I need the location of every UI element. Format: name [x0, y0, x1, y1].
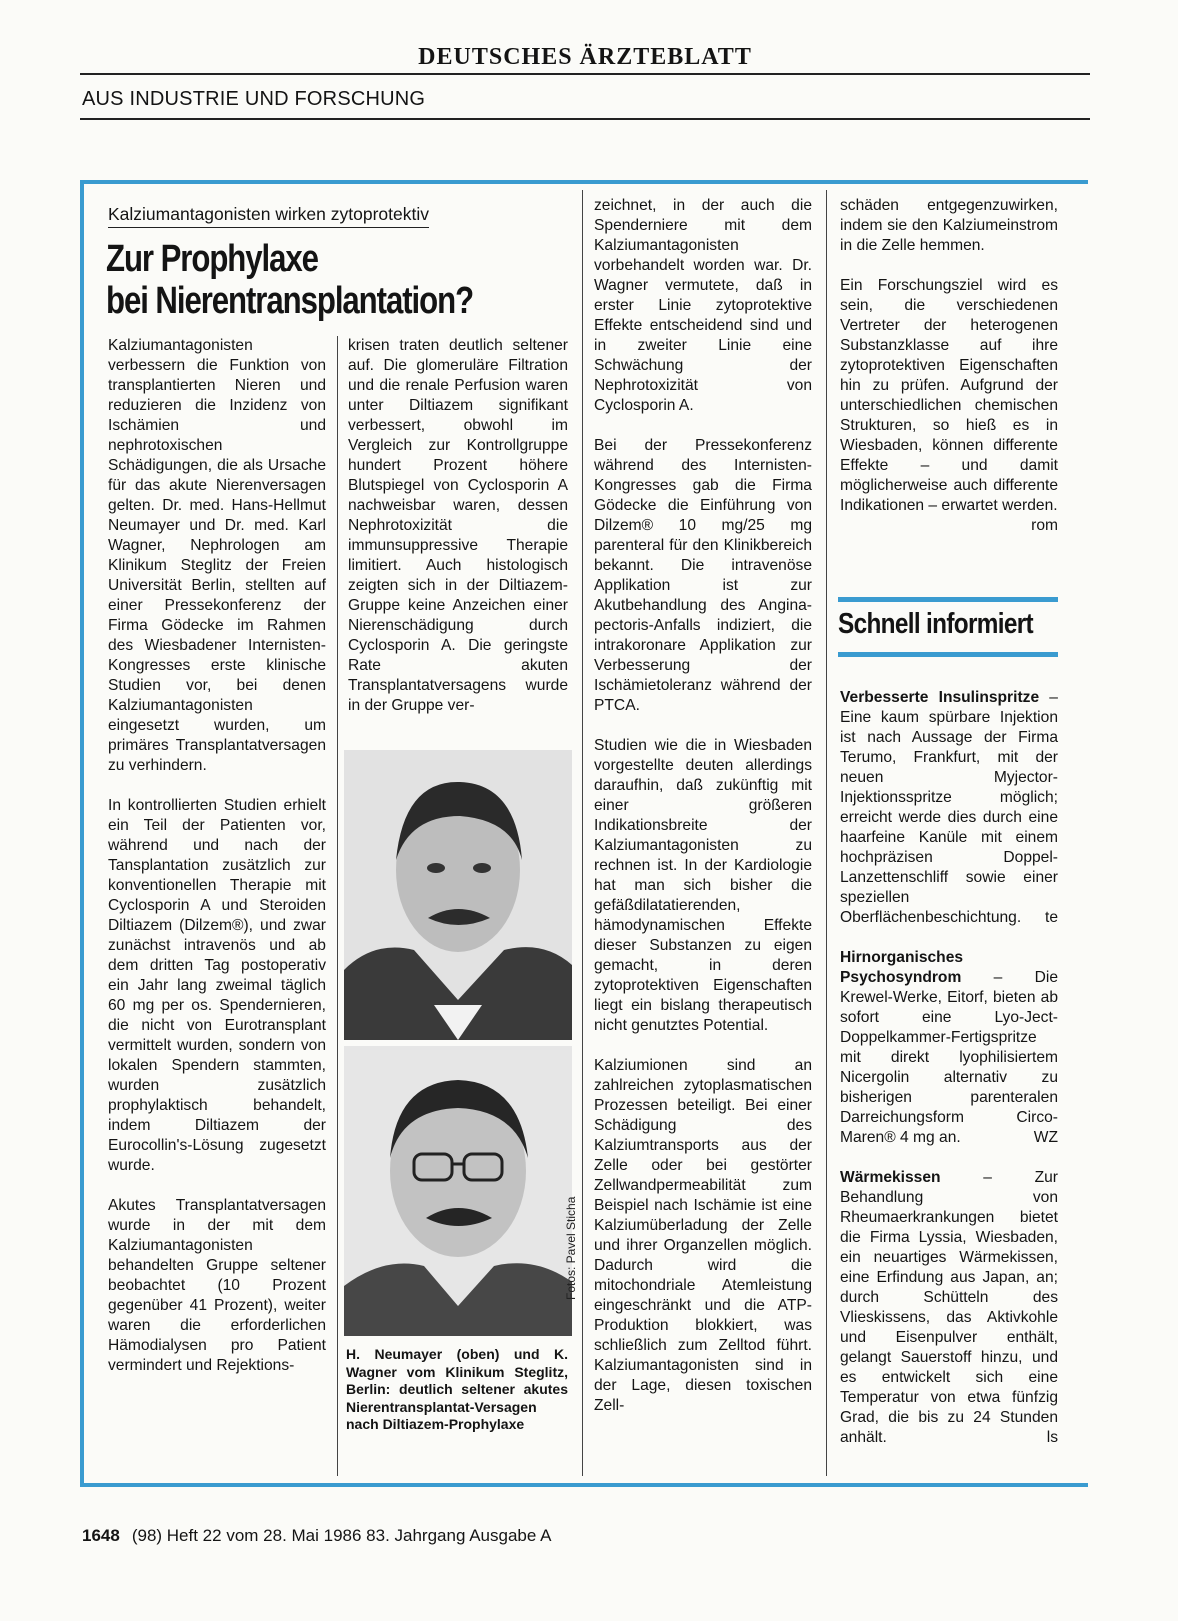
sidebar-title: Schnell informiert — [838, 608, 1034, 640]
author-initials: ls — [1046, 1429, 1058, 1446]
paragraph-text: Ein Forschungsziel wird es sein, die verschiedenen Vertreter der heterogenen Substanzklasse auf ihre zytoprotektiven Eigenschaften hin zu prüfen. Aufgrund der unterschiedlichen chemischen Strukturen, so hieß es in Wiesbaden, können differente Effekte – und damit möglicherweise auch differente Indikationen – erwartet werden. — [840, 277, 1058, 514]
news-item-heading: Verbesserte Insulinspritze — [840, 689, 1040, 706]
article-column-1 — [108, 336, 326, 1376]
paragraph: Akutes Transplantatversagen wurde in der mit dem Kalziumantagonisten behandelten Gruppe seltener beobachtet (10 Prozent gegenüber 41 Prozent), weiter waren die erforderlichen Hämodialysen pro Patient vermindert und Rejektions- — [108, 1197, 326, 1374]
headline-line-1: Zur Prophylaxe — [106, 238, 318, 280]
section-rule — [80, 118, 1090, 120]
news-item-heading: Hirnorganisches Psychosyndrom — [840, 949, 964, 986]
news-item-body: – Die Krewel-Werke, Eitorf, bieten ab sofort eine Lyo-Ject-Doppelkammer-Fertigspritze mit direkt lyophilisiertem Nicergolin alternativ zu bisherigen parenteralen Darreichungsform Circo-Maren® 4 mg an. — [840, 969, 1058, 1146]
masthead: DEUTSCHES ÄRZTEBLATT — [418, 44, 752, 70]
paragraph: zeichnet, in der auch die Spenderniere mit dem Kalziumantagonisten vorbehandelt worden war. Dr. Wagner vermutete, daß in erster Linie zytoprotektive Effekte entscheidend sind und in zweiter Linie eine Schwächung der Nephrotoxizität von Cyclosporin A. — [594, 197, 812, 414]
author-initials: rom — [1031, 517, 1058, 534]
column-divider — [582, 190, 583, 1476]
article-column-3 — [594, 196, 812, 1416]
portrait-photo-neumayer — [344, 750, 572, 1040]
article-column-4 — [840, 196, 1058, 536]
paragraph: In kontrollierten Studien erhielt ein Teil der Patienten vor, während und nach der Tansplantation zusätzlich zur konventionellen Therapie mit Cyclosporin A und Steroiden Diltiazem (Dilzem®), und zwar zunächst intravenös und ab dem dritten Tag postoperativ ein Jahr lang zweimal täglich 60 mg per os. Spendernieren, die nicht von Eurotransplant vermittelt wurden, sondern von lokalen Spendern stammten, wurden zusätzlich prophylaktisch behandelt, indem Diltiazem der Eurocollin's-Lösung zugesetzt wurde. — [108, 797, 326, 1174]
section-label: AUS INDUSTRIE UND FORSCHUNG — [82, 88, 426, 110]
photo-caption: H. Neumayer (oben) und K. Wagner vom Klinikum Steglitz, Berlin: deutlich seltener akutes Nierentransplantat-Versagen nach Diltiazem-Prophylaxe — [346, 1346, 568, 1432]
issue-info: (98) Heft 22 vom 28. Mai 1986 83. Jahrgang Ausgabe A — [131, 1526, 552, 1545]
sidebar-rule-top — [838, 597, 1058, 602]
article-column-2 — [348, 336, 568, 716]
news-item-body: – Eine kaum spürbare Injektion ist nach Aussage der Firma Terumo, Frankfurt, mit der neuen Myjector-Injektionsspritze möglich; erreicht werde dies durch eine haarfeine Kanüle mit einem hochpräzisen Doppel-Lanzettenschliff sowie einer speziellen Oberflächenbeschichtung. — [840, 689, 1058, 926]
masthead-rule — [80, 73, 1090, 75]
news-item — [840, 688, 1058, 928]
article-headline — [106, 238, 500, 322]
news-item — [840, 948, 1058, 1148]
paragraph: Kalziumionen sind an zahlreichen zytoplasmatischen Prozessen beteiligt. Bei einer Schädigung des Kalziumtransports aus der Zelle oder bei gestörter Zellwandpermeabilität zum Beispiel nach Ischämie ist eine Kalziumüberladung der Zelle und ihrer Organzellen möglich. Dadurch wird die mitochondriale Atemleistung eingeschränkt und die ATP-Produktion blokkiert, was schließlich zum Zelltod führt. Kalziumantagonisten sind in der Lage, diesen toxischen Zell- — [594, 1057, 812, 1414]
author-initials: te — [1044, 909, 1058, 926]
paragraph: Kalziumantagonisten verbessern die Funktion von transplantierten Nieren und reduzieren die Inzidenz von Ischämien und nephrotoxischen Schädigungen, die als Ursache für das akute Nierenversagen gelten. Dr. med. Hans-Hellmut Neumayer und Dr. med. Karl Wagner, Nephrologen am Klinikum Steglitz der Freien Universität Berlin, stellten auf einer Pressekonferenz der Firma Gödecke im Rahmen des Wiesbadener Internisten-Kongresses erste klinische Studien vor, bei denen Kalziumantagonisten eingesetzt wurden, um primäres Transplantatversagen zu verhindern. — [108, 337, 326, 774]
paragraph: Studien wie die in Wiesbaden vorgestellte deuten allerdings daraufhin, daß zukünftig mit einer größeren Indikationsbreite der Kalziumantagonisten zu rechnen ist. In der Kardiologie hat man sich bisher die gefäßdilatatierenden, hämodynamischen Effekte dieser Substanzen zu eigen gemacht, in deren zytoprotektiven Eigenschaften liegt ein bislang therapeutisch nicht genutztes Potential. — [594, 737, 812, 1034]
page-number: 1648 — [82, 1526, 120, 1545]
headline-line-2: bei Nierentransplantation? — [106, 280, 474, 322]
column-divider — [826, 190, 827, 1476]
paragraph: Bei der Pressekonferenz während des Internisten-Kongresses gab die Firma Gödecke die Einführung von Dilzem® 10 mg/25 mg parenteral für den Klinikbereich bekannt. Die intravenöse Applikation ist zur Akutbehandlung des Angina-pectoris-Anfalls indiziert, die intrakoronare Applikation zur Verbesserung der Ischämietoleranz während der PTCA. — [594, 437, 812, 714]
sidebar-news-column — [840, 688, 1058, 1448]
column-divider — [337, 336, 338, 1476]
photo-credit: Fotos: Pavel Sticha — [564, 1196, 578, 1300]
article-kicker: Kalziumantagonisten wirken zytoprotektiv — [108, 204, 429, 228]
page-footer — [82, 1526, 551, 1546]
paragraph: krisen traten deutlich seltener auf. Die glomeruläre Filtration und die renale Perfusion waren unter Diltiazem signifikant verbessert, obwohl im Vergleich zur Kontrollgruppe hundert Prozent höhere Blutspiegel von Cyclosporin A nachweisbar waren, dessen Nephrotoxizität die immunsuppressive Therapie limitiert. Auch histologisch zeigten sich in der Diltiazem-Gruppe keine Anzeichen einer Nierenschädigung durch Cyclosporin A. Die geringste Rate akuten Transplantatversagens wurde in der Gruppe ver- — [348, 337, 568, 714]
news-item-heading: Wärmekissen — [840, 1169, 941, 1186]
paragraph: schäden entgegenzuwirken, indem sie den Kalziumeinstrom in die Zelle hemmen. — [840, 197, 1058, 254]
portrait-photo-wagner — [344, 1046, 572, 1336]
paragraph — [840, 276, 1058, 534]
author-initials: WZ — [1033, 1129, 1058, 1146]
news-item-body: – Zur Behandlung von Rheumaerkrankungen bietet die Firma Lyssia, Wiesbaden, ein neuartiges Wärmekissen, eine Erfindung aus Japan, an; durch Schütteln des Vlieskissens, das Aktivkohle und Eisenpulver enthält, gelangt Sauerstoff hinzu, und es entwickelt sich eine Temperatur von etwa fünfzig Grad, die bis zu 24 Stunden anhält. — [840, 1169, 1058, 1446]
sidebar-rule-bottom — [838, 652, 1058, 657]
news-item — [840, 1168, 1058, 1448]
